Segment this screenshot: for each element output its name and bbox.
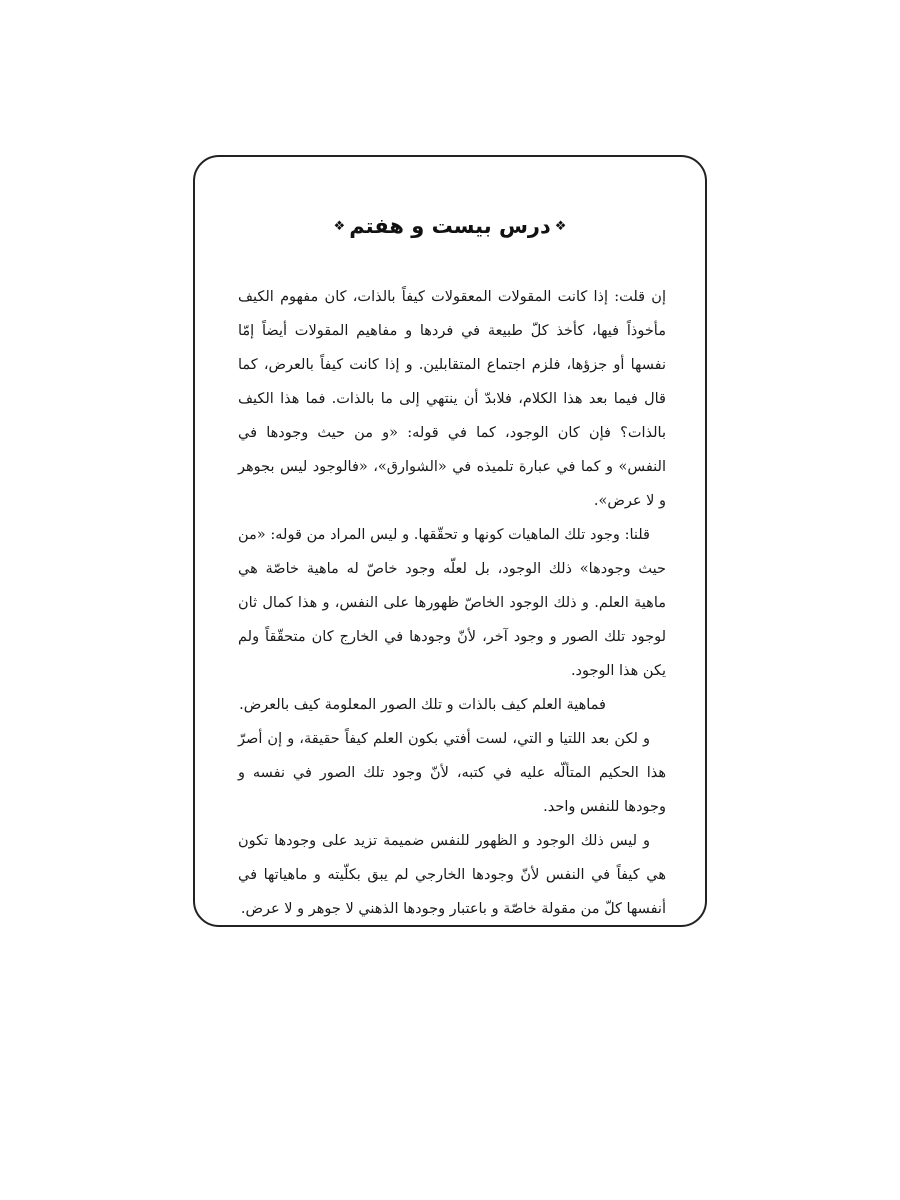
paragraph-1: إن قلت: إذا كانت المقولات المعقولات كيفاً بالذات، كان مفهوم الكيف مأخوذاً فيها، كأخذ كلّ طبيعة في فردها و مفاهيم المقولات أيضاً إمّا نفسها أو جزؤها، فلزم اجتماع المتقابلين. و إذا كانت كيفاً بالعرض، كما قال فيما بعد هذا الكلام، فلابدّ أن ينتهي إلى ما بالذات. فما هذا الكيف بالذات؟ فإن كان الوجود، كما في قوله: «و من حيث وجودها في النفس» و كما في عبارة تلميذه في «الشوارق»، «فالوجود ليس بجوهر و لا عرض». [238, 289, 666, 509]
paragraph-4: و لكن بعد اللتيا و التي، لست أفتي بكون العلم كيفاً حقيقة، و إن أصرّ هذا الحكيم المتألّه عليه في كتبه، لأنّ وجود تلك الصور في نفسه و وجودها للنفس واحد. [238, 731, 666, 815]
paragraph-2: قلنا: وجود تلك الماهيات كونها و تحقّقها. و ليس المراد من قوله: «من حيث وجودها» ذلك الوجود، بل لعلّه وجود خاصّ له ماهية خاصّة هي ماهية العلم. و ذلك الوجود الخاصّ ظهورها على النفس، و هذا كمال ثان لوجود تلك الصور و وجود آخر، لأنّ وجودها في الخارج كان متحقّقاً ولم يكن هذا الوجود. [238, 527, 666, 679]
paragraph-5: و ليس ذلك الوجود و الظهور للنفس ضميمة تزيد على وجودها تكون هي كيفاً في النفس لأنّ وجودها الخارجي لم يبق بكلّيته و ماهياتها في أنفسها كلّ من مقولة خاصّة و باعتبار وجودها الذهني لا جوهر و لا عرض. [238, 833, 666, 917]
paragraph-3: فماهية العلم كيف بالذات و تلك الصور المعلومة كيف بالعرض. [239, 697, 606, 713]
ornament-left-icon: ❖ [333, 219, 346, 234]
lesson-title [193, 208, 707, 245]
lesson-body [238, 280, 666, 926]
lesson-title-text: درس بیست و هفتم [349, 214, 551, 238]
ornament-right-icon: ❖ [554, 219, 567, 234]
